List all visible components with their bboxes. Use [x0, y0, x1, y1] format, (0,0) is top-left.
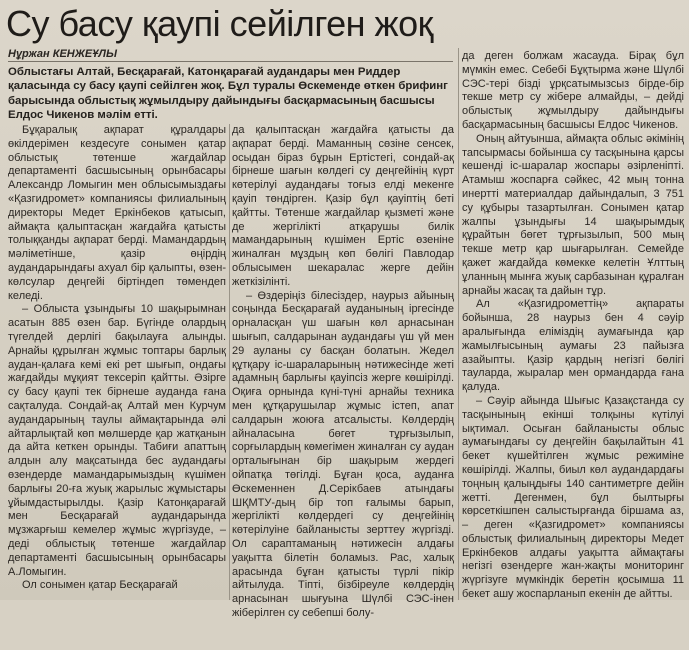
article-column-1	[8, 124, 226, 600]
body-paragraph: – Өздеріңіз білесіздер, наурыз айының соңында Бесқарағай ауданының іргесінде орналасқан үш шағын көл арнасынан шығып, салдарынан аудандағы үш үй мен 29 ауланы су басқан болатын. Жедел құтқару іс-шараларының нәтижесінде жеті адамның барлығы қауіпсіз жерге көшірілді. Оқиға орнында күні-түні арнайы техника мен құтқарушылар жұмыс істеп, апат салдарын жоюға атсалысты. Көлдердің айналасына бөгет тұрғызылып, сорғылардың көмегімен жиналған су аудан орталығынан бір шақырым жердегі ойпатқа төгілді. Бұған қоса, ауданға Өскеменнен Д.Серікбаев атындағы ШҚМТУ-дың бір топ ғалымы барып, жергілікті көлдердегі су деңгейінің көтерілуіне байланысты зерттеу жүргізді. Ол сараптаманың нәтижесін алдағы уақытта білетін боламыз. Рас, халық арасында бұған қатысты түрлі пікір айтылуда. Тіпті, бізбіреуле көлдердің арнасынан шығуына Шүлбі СЭС-інен жіберілген су себепші болу-	[232, 289, 454, 619]
body-paragraph: Оның айтуынша, аймақта облыс әкімінің тапсырмасы бойынша су тасқынына қарсы кешенді іс-шаралар жоспары әзірленіпті. Атамыш жоспарға сәйкес, 42 мың тонна инертті материалдар дайындалып, 3 751 су құбыры тазартылған. Сонымен қатар жалпы ұзындығы 14 шақырымдық құрайтын бөгет тұрғызылып, 500 мың текше метр қар шығарылған. Семейде қажет жағдайда көмекке келетін Ұлттың ұланның мынға жуық сарбазынан құралған арнайы жасақ та дайын тұр.	[462, 132, 684, 297]
body-paragraph: – Облыста ұзындығы 10 шақырымнан асатын 885 өзен бар. Бүгінде олардың түгелдей дерлігі бақылауға алынды. Арнайы құрылған жұмыс топтары барлық аудан-қалаға кемі екі рет шығып, ондағы жағдайды мұқият тексеріп қайтты. Әзірге су басу қаупі тек бірнеше ауданда ғана сақталуда. Сондай-ақ Алтай мен Курчум аудандарының таулы аймақтарында әлі айтарлықтай көп мөлшерде қар жатқанын да айта кеткен орынды. Табиғи апаттың алдын алу мақсатында бес аудандағы өзендерде мамандарымыздың күшімен барлығы 20-ға жуық жарылыс жұмыстары ұйымдастырылды. Қазір Катонқарағай мен Бесқарағай аудандарында мұзжарғыш кемелер жұмыс жүргізуде, – деді облыстық төтенше жағдайлар департаменті басшысының орынбасары А.Ломыгин.	[8, 303, 226, 578]
body-paragraph: да қалыптасқан жағдайға қатысты да ақпарат берді. Маманның сөзіне сенсек, осыдан біраз бұрын Ертістегі, сондай-ақ бірнеше шағын көлдегі су деңгейінің күрт көтерілуі аудандағы тоғыз елді мекенге қауіп төндірген. Қазір бұл қауіптің беті қайтты. Төтенше жағдайлар қызметі және де жергілікті атқарушы билік мамандарының күшімен Ертіс өзеніне жиналған мұздың көп бөлігі Павлодар облысымен шекаралас жерге дейін жеткізілінті.	[232, 124, 454, 288]
article-lead	[8, 65, 453, 123]
byline-divider	[8, 61, 453, 62]
column-divider	[229, 124, 230, 600]
article-byline: Нұржан КЕНЖЕҰЛЫ	[8, 48, 117, 60]
body-paragraph: Ол сонымен қатар Бесқарағай	[22, 579, 178, 592]
lead-paragraph: Облыстағы Алтай, Бесқарағай, Катонқарағай аудандары мен Риддер қаласында су басу қаупі сейілген жоқ. Бұл туралы Өскеменде өткен брифинг барысында облыстық жұмылдыру дайындығы басқармасының басшысы Елдос Чикенов мәлім етті.	[8, 66, 448, 122]
body-paragraph: Бұқаралық ақпарат құралдары өкілдерімен кездесуге сонымен қатар облыстық төтенше жағдайлар департаменті басшысының орынбасары Александр Ломыгин мен облысымыздағы «Қазгидромет» компаниясы филиалының директоры Медет Еркінбеков қатысып, аймақта қалыптасқан жағдайға қатысты толыққанды ақпарат берді. Мамандардың мәліметінше, қазір өңірдің аудандарындағы ахуал бір қалыпты, өзен-көлсулар деңгейі біртіндеп төмендеп келеді.	[8, 124, 226, 302]
column-divider	[458, 48, 459, 600]
article-headline: Су басу қаупі сейілген жоқ	[6, 3, 433, 44]
body-paragraph: Ал «Қазгидрометтің» ақпараты бойынша, 28 наурыз бен 4 сәуір аралығында еліміздің аумағында қар жамылғысының аумағы 23 пайызға азайыпты. Қазір қардың негізгі бөлігі тауларда, жыралар мен ормандарда ғана қалуда.	[462, 298, 684, 394]
article-column-3	[462, 50, 684, 650]
body-paragraph: – Сәуір айында Шығыс Қазақстанда су тасқынының екінші толқыны күтілуі ықтимал. Осыған байланысты облыс аумағындағы су деңгейін бақылайтын 41 бекет күшейтілген жұмыс режиміне көшірілді. Жалпы, биыл көл аудандардағы тоңның қалыңдығы 140 сантиметрге дейін жетті. Дегенмен, бұл былтырғы көрсеткішпен салыстырғанда біршама аз, – деген «Қазгидромет» компаниясы облыстық филиалының директоры Медет Еркінбеков алдағы уақытта аймақтағы негізгі өзендерге жан-жақты мониторинг жүргізуге мүмкіндік беретін қосымша 11 бекет ашу жоспарланып екенін де айтты.	[462, 394, 684, 601]
article-column-2	[232, 124, 454, 619]
body-paragraph: да деген болжам жасауда. Бірақ бұл мүмкін емес. Себебі Бұқтырма және Шүлбі СЭС-тері бізді ұрқсатымызсыз бірде-бір текше метр су жібере алмайды, – дейді облыстық жұмылдыру дайындығы басқармасының басшысы Елдос Чикенов.	[462, 50, 684, 131]
